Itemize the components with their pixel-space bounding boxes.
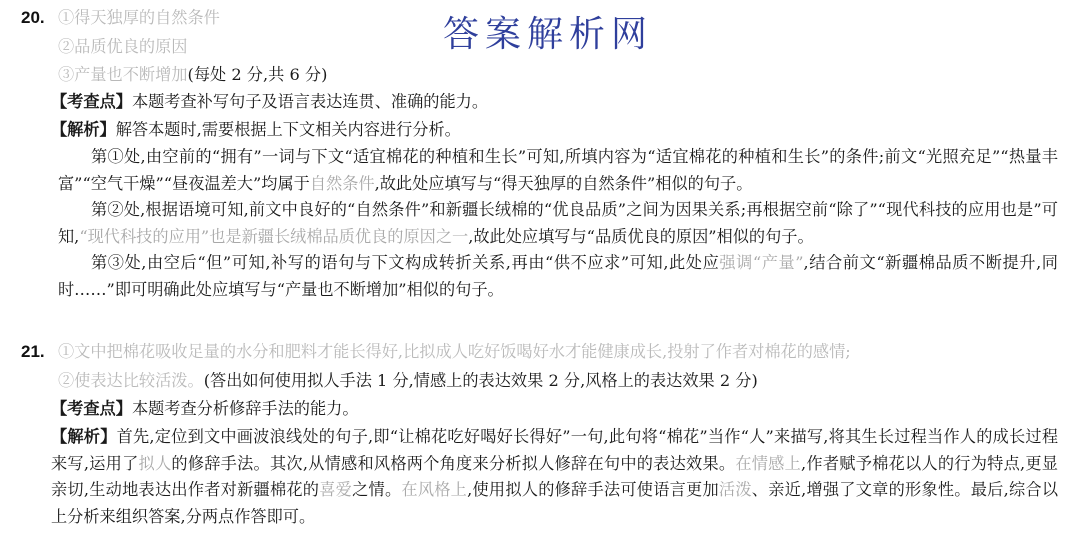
highlight: 在情感上 (735, 453, 802, 473)
highlight: 喜爱 (319, 480, 353, 499)
q21-jiexi-paragraph (51, 424, 1058, 530)
text: 之情。 (352, 480, 402, 499)
text: 第③处,由空后“但”可知,补写的语句与下文构成转折关系,再由“供不应求”可知,此处应 (91, 253, 720, 272)
q20-score-note: (每处 2 分,共 6 分) (187, 65, 328, 84)
kaochadian-tag: 【考查点】 (51, 92, 132, 111)
highlight: “现代科技的应用”也是新疆长绒棉品质优良的原因之一 (79, 226, 469, 246)
q21-score-note: (答出如何使用拟人手法 1 分,情感上的表达效果 2 分,风格上的表达效果 2 分) (203, 371, 758, 390)
watermark: 答案解析网 (443, 14, 654, 55)
q20-paragraph-3 (58, 250, 1058, 303)
q21-analysis-body (51, 424, 1058, 530)
kaochadian-text: 本题考查补写句子及语言表达连贯、准确的能力。 (131, 92, 489, 111)
question-number: 21 (21, 342, 40, 361)
jiexi-text: 解答本题时,需要根据上下文相关内容进行分析。 (115, 120, 461, 139)
kaochadian-text: 本题考查分析修辞手法的能力。 (131, 399, 359, 418)
question-21-number: 21. (21, 342, 45, 361)
q21-kaochadian (51, 399, 359, 419)
text: ,作者赋予棉花以人的行为特点,更显亲切,生动地表达出作者对新疆棉花的 (51, 453, 1058, 499)
question-number: 20 (21, 8, 40, 27)
text: ,使用拟人的修辞手法可使语言更加 (467, 480, 719, 499)
q20-answer-2: ②品质优良的原因 (58, 37, 188, 56)
text: 第②处,根据语境可知,前文中良好的“自然条件”和新疆长绒棉的“优良品质”之间为因果关系;再根据空前“除了”“现代科技的应用也是”可知, (58, 200, 1058, 246)
q21-answer-2-line (58, 371, 758, 391)
kaochadian-tag: 【考查点】 (51, 399, 132, 418)
highlight: 拟人 (138, 453, 172, 473)
text: 第①处,由空前的“拥有”一词与下文“适宜棉花的种植和生长”可知,所填内容为“适宜棉花的种植和生长”的条件;前文“光照充足”“热量丰富”“空气干燥”“昼夜温差大”均属于 (58, 147, 1058, 193)
q20-paragraph-1 (58, 144, 1058, 197)
q20-analysis-body (58, 144, 1058, 303)
highlight: 在风格上 (401, 480, 468, 499)
text: ,故此处应填写与“品质优良的原因”相似的句子。 (468, 226, 814, 246)
text: ,故此处应填写与“得天独厚的自然条件”相似的句子。 (374, 173, 753, 193)
text: ,结合前文“新疆棉品质不断提升,同时……”即可明确此处应填写与“产量也不断增加”相似的句子。 (58, 253, 1058, 299)
text: 、亲近,增强了文章的形象性。最后,综合以上分析来组织答案,分两点作答即可。 (51, 480, 1059, 526)
jiexi-tag: 【解析】 (51, 427, 117, 446)
text: 首先,定位到文中画波浪线处的句子,即“让棉花吃好喝好长得好”一句,此句将“棉花”当作“人”来描写,将其生长过程当作人的成长过程来写,运用了 (51, 427, 1059, 473)
q20-kaochadian (51, 92, 488, 112)
q20-answer-3-line (58, 65, 327, 85)
q20-paragraph-2 (58, 197, 1058, 250)
highlight: 自然条件 (309, 173, 375, 193)
q21-answer-2: ②使表达比较活泼。 (58, 371, 204, 390)
question-20-number: 20. (21, 8, 45, 27)
jiexi-tag: 【解析】 (51, 120, 116, 139)
highlight: 强调“产量” (719, 253, 804, 272)
q21-answer-1: ①文中把棉花吸收足量的水分和肥料才能长得好,比拟成人吃好饭喝好水才能健康成长,投射了作者对棉花的感情; (58, 342, 851, 361)
q20-jiexi (51, 120, 461, 140)
text: 的修辞手法。其次,从情感和风格两个角度来分析拟人修辞在句中的表达效果。 (171, 453, 736, 473)
highlight: 活泼 (718, 480, 752, 499)
q20-answer-1: ①得天独厚的自然条件 (58, 8, 220, 27)
q20-answer-3: ③产量也不断增加 (58, 65, 188, 84)
